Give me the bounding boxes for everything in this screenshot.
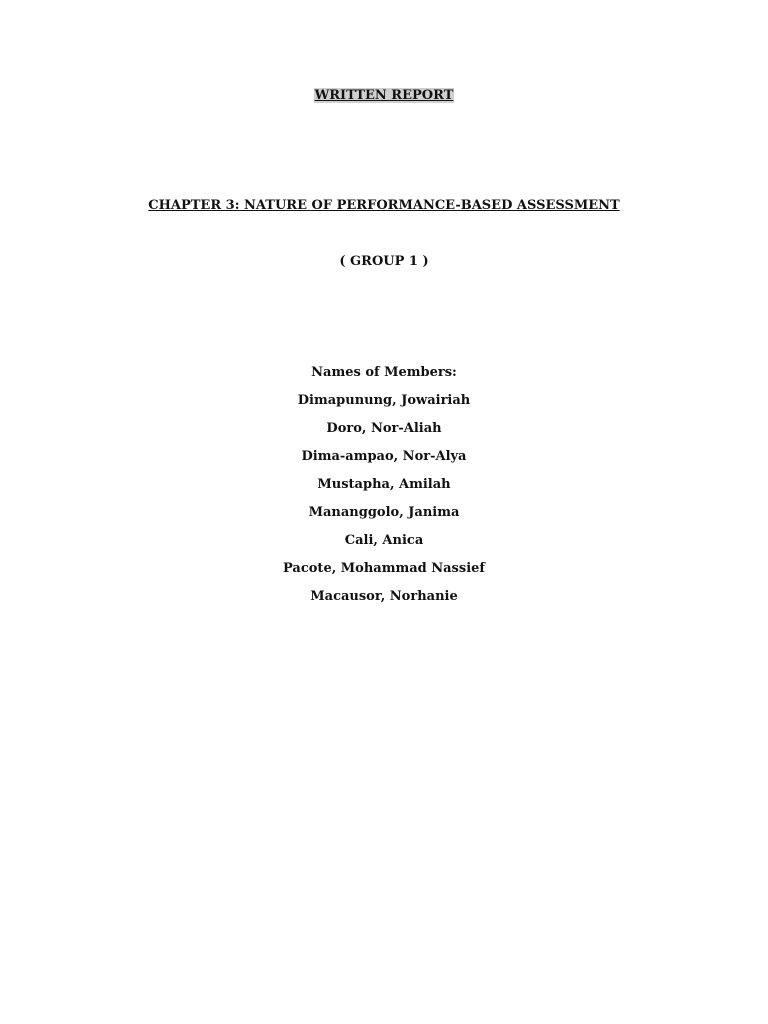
- members-heading: Names of Members:: [311, 365, 457, 380]
- report-title: [0, 87, 768, 105]
- member-name: Dimapunung, Jowairiah: [297, 393, 471, 408]
- members-list: [0, 392, 768, 616]
- report-title-text: WRITTEN REPORT: [314, 88, 454, 103]
- member-name: Doro, Nor-Aliah: [326, 421, 442, 436]
- chapter-title: CHAPTER 3: NATURE OF PERFORMANCE-BASED ASSESSMENT: [148, 198, 620, 213]
- member-name: Pacote, Mohammad Nassief: [283, 561, 485, 576]
- member-name: Cali, Anica: [344, 533, 424, 548]
- member-name: Mustapha, Amilah: [317, 477, 451, 492]
- member-name: Macausor, Norhanie: [310, 589, 458, 604]
- member-name: Dima-ampao, Nor-Alya: [301, 449, 467, 464]
- group-label: ( GROUP 1 ): [339, 254, 429, 269]
- member-name: Mananggolo, Janima: [308, 505, 460, 520]
